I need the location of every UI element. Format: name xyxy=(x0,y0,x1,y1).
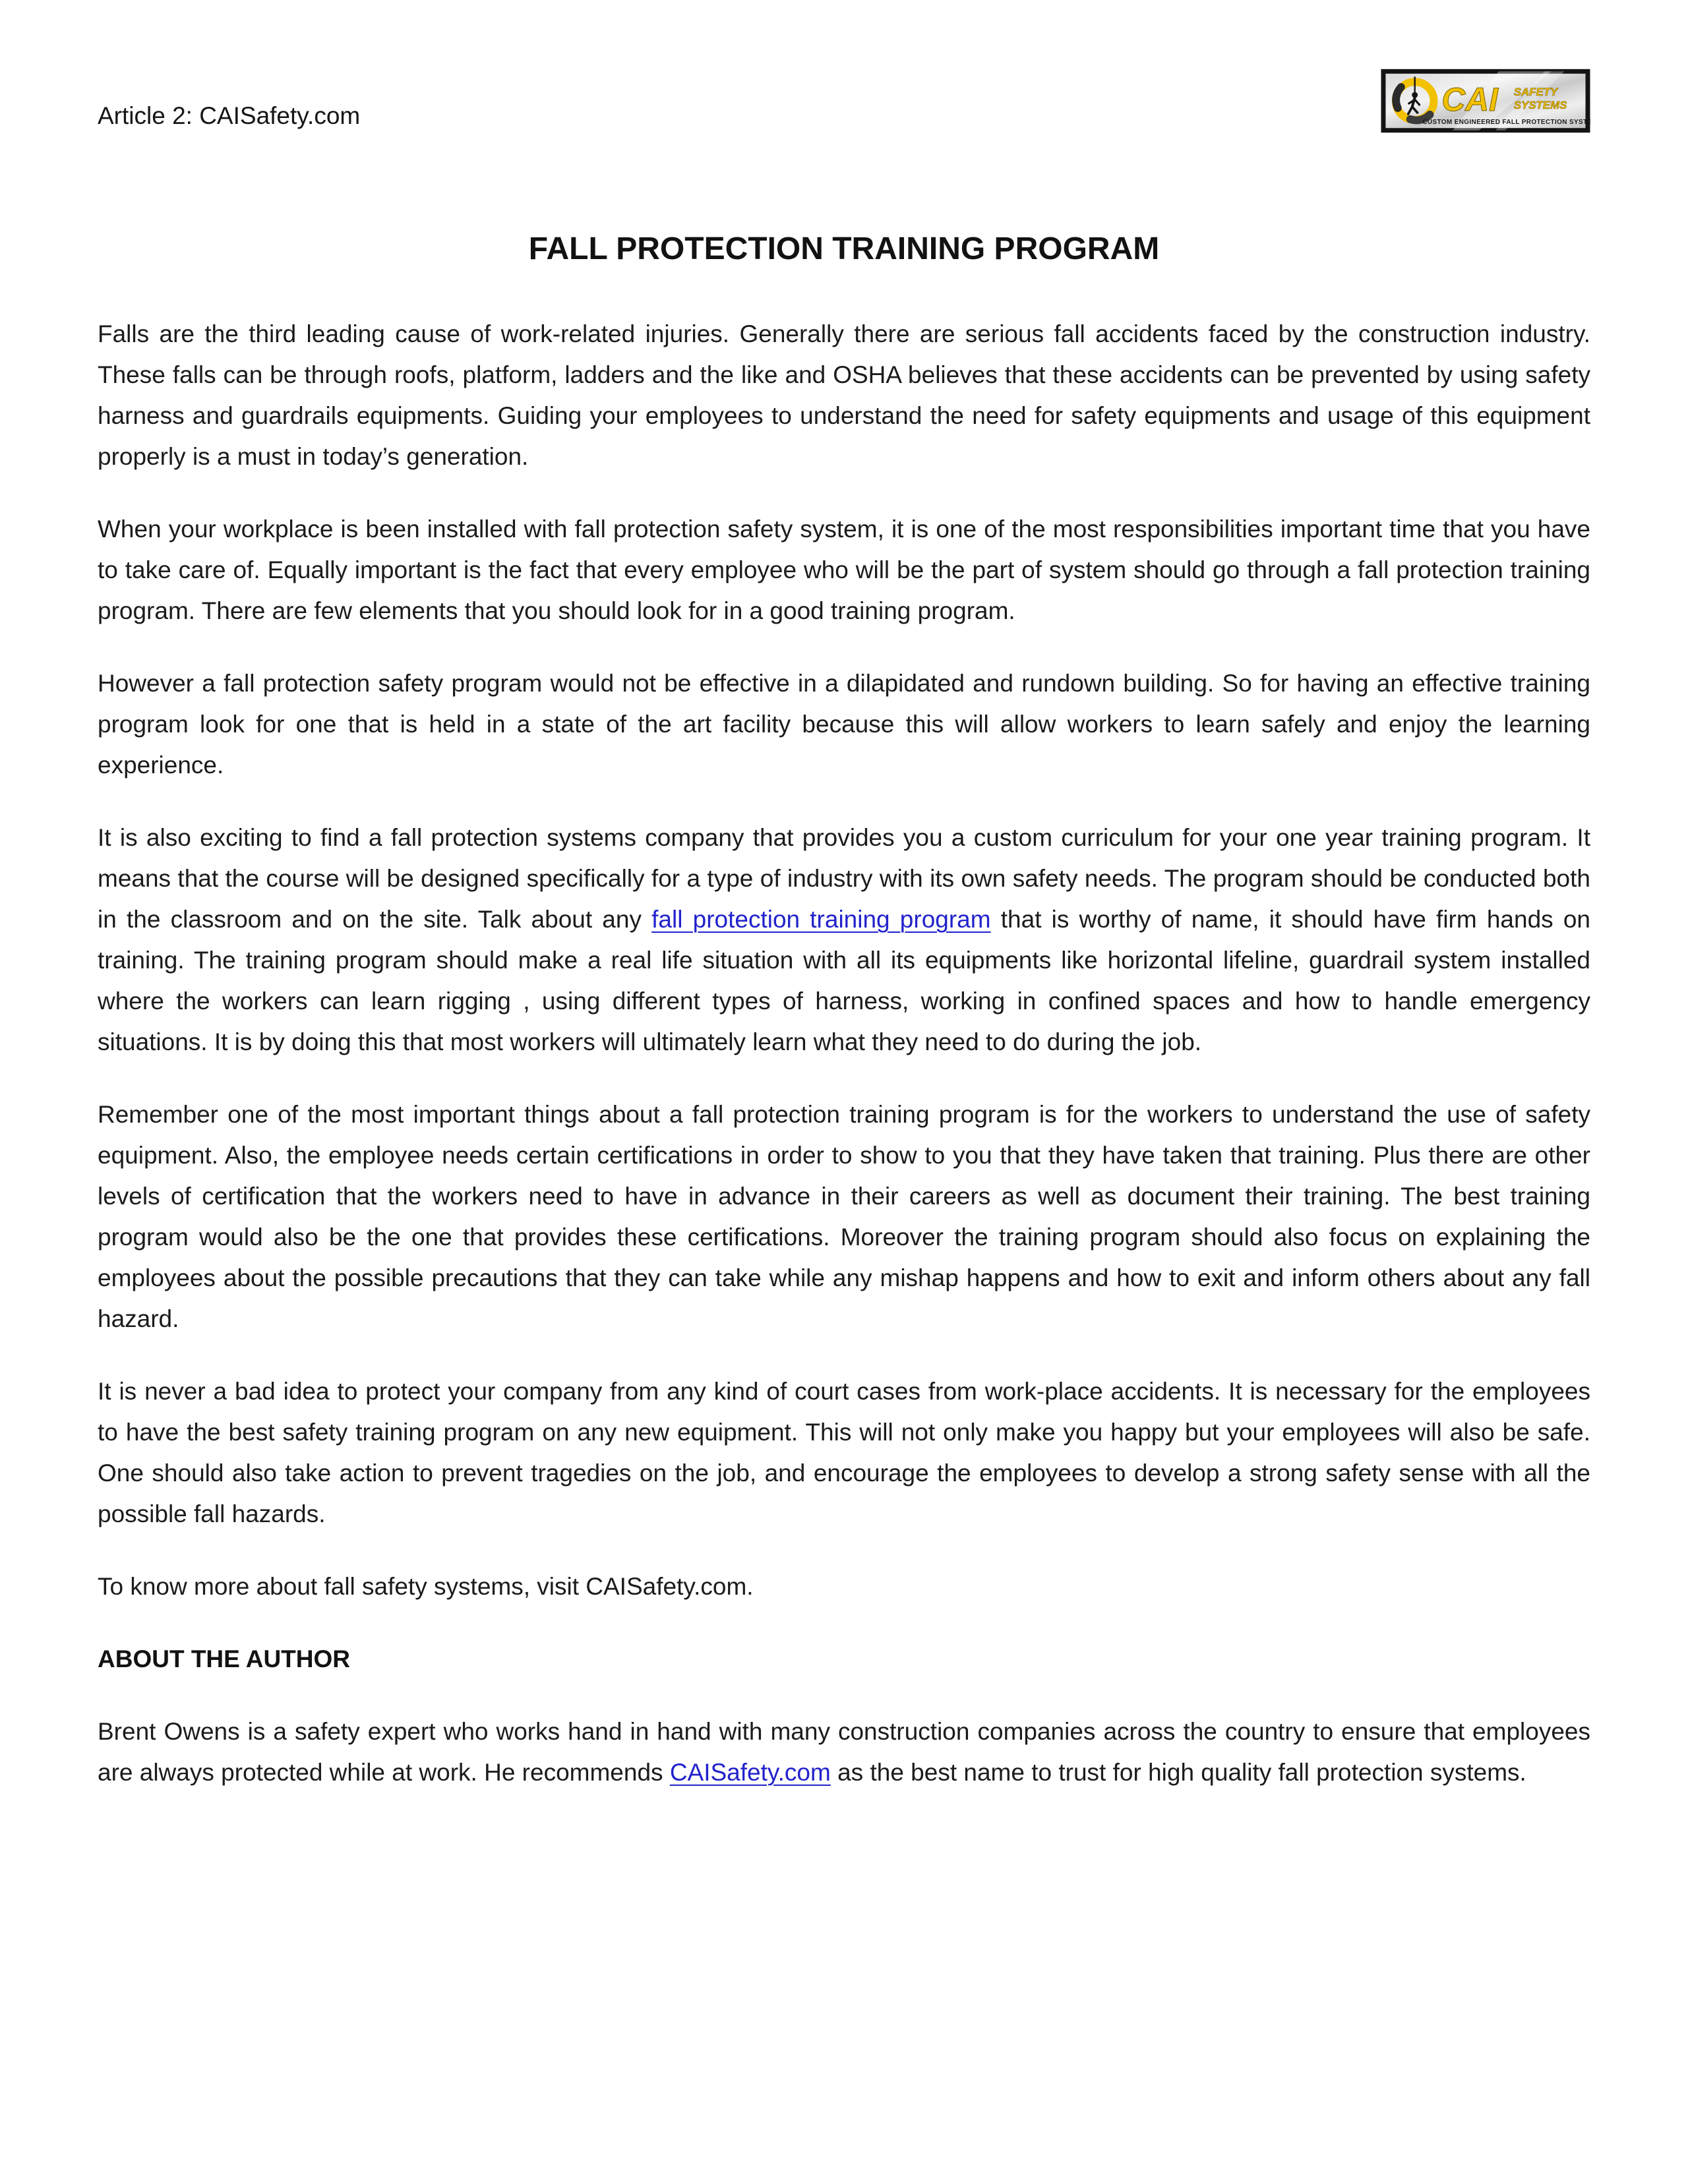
logo-brand-line1: SAFETY xyxy=(1513,86,1558,99)
paragraph-author-bio-text-before: Brent Owens is a safety expert who works hand in hand with many construction companies across the country to ensure that employees are always protected while at work. He recommends xyxy=(98,1718,1590,1786)
document-header xyxy=(98,66,1590,133)
article-label: Article 2: CAISafety.com xyxy=(98,102,361,129)
logo-brand-line2: SYSTEMS xyxy=(1513,98,1567,111)
paragraph-custom-curriculum-text-after: that is worthy of name, it should have firm hands on training. The training program should make a real life situation with all its equipments like horizontal lifeline, guardrail system installed where the workers can learn rigging , using different types of harness, working in confined spaces and how to handle emergency situations. It is by doing this that most workers will ultimately learn what they need to do during the job. xyxy=(98,906,1590,1055)
cai-logo xyxy=(1381,69,1590,133)
paragraph-author-bio xyxy=(98,1711,1590,1793)
logo-brand-text: CAI xyxy=(1441,80,1498,118)
page-title: FALL PROTECTION TRAINING PROGRAM xyxy=(528,231,1160,266)
logo-tagline: CUSTOM ENGINEERED FALL PROTECTION SYSTEMS xyxy=(1422,118,1590,126)
paragraph-court-cases: It is never a bad idea to protect your company from any kind of court cases from work-place accidents. It is necessary for the employees to have the best safety training program on any new equipment. This will not only make you happy but your employees will also be safe. One should also take action to prevent tragedies on the job, and encourage the employees to develop a strong safety sense with all the possible fall hazards. xyxy=(98,1378,1590,1527)
fall-protection-training-program-link[interactable]: fall protection training program xyxy=(651,906,991,933)
paragraph-falls-intro: Falls are the third leading cause of work-related injuries. Generally there are serious fall accidents faced by the construction industry. These falls can be through roofs, platform, ladders and the like and OSHA believes that these accidents can be prevented by using safety harness and guardrails equipments. Guiding your employees to understand the need for safety equipments and usage of this equipment properly is a must in today’s generation. xyxy=(98,320,1590,470)
paragraph-author-bio-text-after: as the best name to trust for high quality fall protection systems. xyxy=(830,1759,1526,1786)
paragraph-facility: However a fall protection safety program would not be effective in a dilapidated and rundown building. So for having an effective training program look for one that is held in a state of the art facility because this will allow workers to learn safely and enjoy the learning experience. xyxy=(98,670,1590,779)
caisafety-link[interactable]: CAISafety.com xyxy=(669,1759,831,1786)
paragraph-custom-curriculum-text-before: It is also exciting to find a fall protection systems company that provides you a custom curriculum for your one year training program. It means that the course will be designed specifically for a type of industry with its own safety needs. The program should be conducted both in the classroom and on the site. Talk about any xyxy=(98,824,1590,933)
cai-logo-graphic xyxy=(1381,69,1590,133)
about-author-heading: ABOUT THE AUTHOR xyxy=(98,1645,350,1672)
paragraph-know-more: To know more about fall safety systems, visit CAISafety.com. xyxy=(98,1573,754,1600)
paragraph-certifications: Remember one of the most important things about a fall protection training program is for the workers to understand the use of safety equipment. Also, the employee needs certain certifications in order to show to you that they have taken that training. Plus there are other levels of certification that the workers need to have in advance in their careers as well as document their training. The best training program would also be the one that provides these certifications. Moreover the training program should also focus on explaining the employees about the possible precautions that they can take while any mishap happens and how to exit and inform others about any fall hazard. xyxy=(98,1101,1590,1332)
paragraph-workplace-system: When your workplace is been installed with fall protection safety system, it is one of the most responsibilities important time that you have to take care of. Equally important is the fact that every employee who will be the part of system should go through a fall protection training program. There are few elements that you should look for in a good training program. xyxy=(98,516,1590,624)
paragraph-custom-curriculum xyxy=(98,817,1590,1063)
